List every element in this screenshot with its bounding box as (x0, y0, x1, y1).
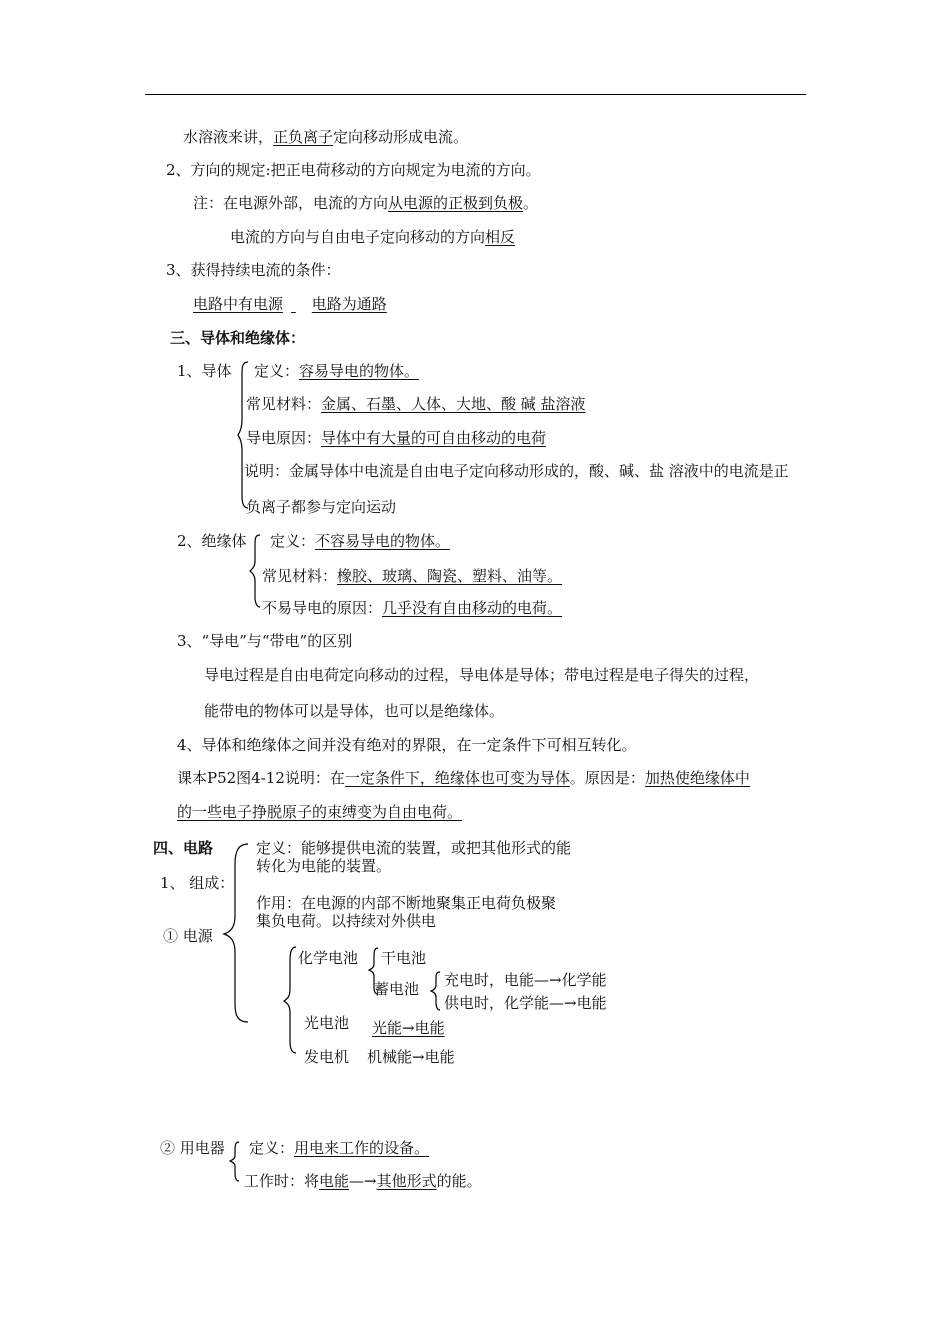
conversion-text: 4、导体和绝缘体之间并没有绝对的界限，在一定条件下可相互转化。 (177, 736, 637, 754)
charging: 充电时，电能—→化学能 (444, 971, 607, 989)
text: 定义： (270, 532, 316, 550)
header-rule (145, 94, 806, 95)
text: —→ (349, 1172, 377, 1190)
text: 定义： (254, 362, 300, 380)
insulator-label: 2、绝缘体 (177, 532, 247, 550)
conductor-label: 1、导体 (177, 362, 232, 380)
underlined-term: 光能→电能 (372, 1019, 445, 1037)
conductor-materials (246, 394, 586, 414)
composition-label: 1、 组成： (160, 874, 235, 892)
source-definition-2: 转化为电能的装置。 (256, 857, 392, 875)
text: 注：在电源外部，电流的方向 (193, 194, 389, 212)
conductor-explanation-1: 说明：金属导体中电流是自由电子定向移动形成的，酸、碱、盐 溶液中的电流是正 (244, 462, 789, 480)
text: 。原因是： (569, 769, 645, 787)
difference-text-2: 能带电的物体可以是导体，也可以是绝缘体。 (204, 702, 505, 720)
line-note (193, 193, 538, 213)
conductor-explanation-2: 负离子都参与定向运动 (246, 498, 397, 516)
underlined-term: 电路中有电源 (193, 295, 284, 313)
difference-text-1: 导电过程是自由电荷定向移动的过程，导电体是导体；带电过程是电子得失的过程， (204, 666, 760, 684)
text: 定义： (249, 1139, 295, 1157)
line-opposite (230, 227, 515, 247)
insulator-materials (262, 566, 562, 586)
conductor-reason (246, 428, 546, 448)
chemical-battery: 化学电池 (298, 949, 359, 967)
source-definition-1: 定义：能够提供电流的装置，或把其他形式的能 (256, 839, 572, 857)
text: 电流的方向与自由电子定向移动的方向 (230, 228, 486, 246)
generator-conversion: 机械能→电能 (367, 1048, 455, 1066)
power-source-label: ① 电源 (163, 927, 213, 945)
underlined-term: 金属、石墨、人体、大地、酸 碱 盐溶液 (321, 395, 586, 413)
source-function-1: 作用：在电源的内部不断地聚集正电荷负极聚 (256, 894, 557, 912)
brace-storage (430, 970, 444, 1012)
supplying: 供电时，化学能—→电能 (444, 994, 607, 1012)
textbook-note-1 (177, 768, 750, 788)
underlined-term: 正负离子 (273, 128, 334, 146)
dry-cell: 干电池 (381, 949, 427, 967)
insulator-definition (270, 531, 450, 551)
source-function-2: 集负电荷。以持续对外供电 (256, 912, 437, 930)
underlined-term: 其他形式 (376, 1172, 437, 1190)
underlined-term: 导体中有大量的可自由移动的电荷 (321, 429, 547, 447)
underlined-term: 橡胶、玻璃、陶瓷、塑料、油等。 (337, 567, 563, 585)
line-ions (183, 127, 468, 147)
appliance-label: ② 用电器 (160, 1139, 225, 1157)
section-heading-conductors: 三、导体和绝缘体： (170, 329, 306, 347)
textbook-note-2 (177, 802, 462, 822)
line-conditions-answers (193, 294, 387, 314)
underlined-term: 电路为通路 (311, 295, 387, 313)
underlined-term: 一定条件下，绝缘体也可变为导体 (344, 769, 570, 787)
conductor-definition (254, 361, 419, 381)
insulator-reason (262, 598, 562, 618)
text: 不易导电的原因： (262, 599, 383, 617)
text: 常见材料： (262, 567, 338, 585)
underlined-term: 的一些电子挣脱原子的束缚变为自由电荷。 (177, 803, 463, 821)
text: 。 (523, 194, 539, 212)
underlined-term: 从电源的正极到负极 (388, 194, 524, 212)
appliance-definition (249, 1138, 429, 1158)
blank (291, 295, 312, 313)
generator: 发电机 (304, 1048, 350, 1066)
text: 水溶液来讲， (183, 128, 274, 146)
text: 课本P52图4-12说明：在 (177, 769, 345, 787)
line-direction: 2、方向的规定:把正电荷移动的方向规定为电流的方向。 (166, 161, 541, 179)
underlined-term: 几乎没有自由移动的电荷。 (382, 599, 563, 617)
section-heading-circuit: 四、电路 (153, 839, 214, 857)
difference-heading: 3、“导电”与“带电”的区别 (177, 632, 353, 650)
brace-appliance (229, 1140, 243, 1184)
storage-battery: 蓄电池 (374, 980, 420, 998)
text: 定向移动形成电流。 (333, 128, 469, 146)
text: 的能。 (436, 1172, 482, 1190)
photovoltaic-cell: 光电池 (304, 1014, 350, 1032)
appliance-working (244, 1171, 482, 1191)
text: 常见材料： (246, 395, 322, 413)
text: 导电原因： (246, 429, 322, 447)
underlined-term: 相反 (485, 228, 516, 246)
underlined-term: 用电来工作的设备。 (294, 1139, 430, 1157)
underlined-term: 容易导电的物体。 (299, 362, 420, 380)
photovoltaic-conversion (372, 1018, 445, 1038)
underlined-term: 加热使绝缘体中 (644, 769, 750, 787)
line-conditions: 3、获得持续电流的条件： (166, 261, 341, 279)
underlined-term: 不容易导电的物体。 (315, 532, 451, 550)
underlined-term: 电能 (319, 1172, 350, 1190)
text: 工作时：将 (244, 1172, 320, 1190)
brace-power-source (222, 842, 252, 1026)
